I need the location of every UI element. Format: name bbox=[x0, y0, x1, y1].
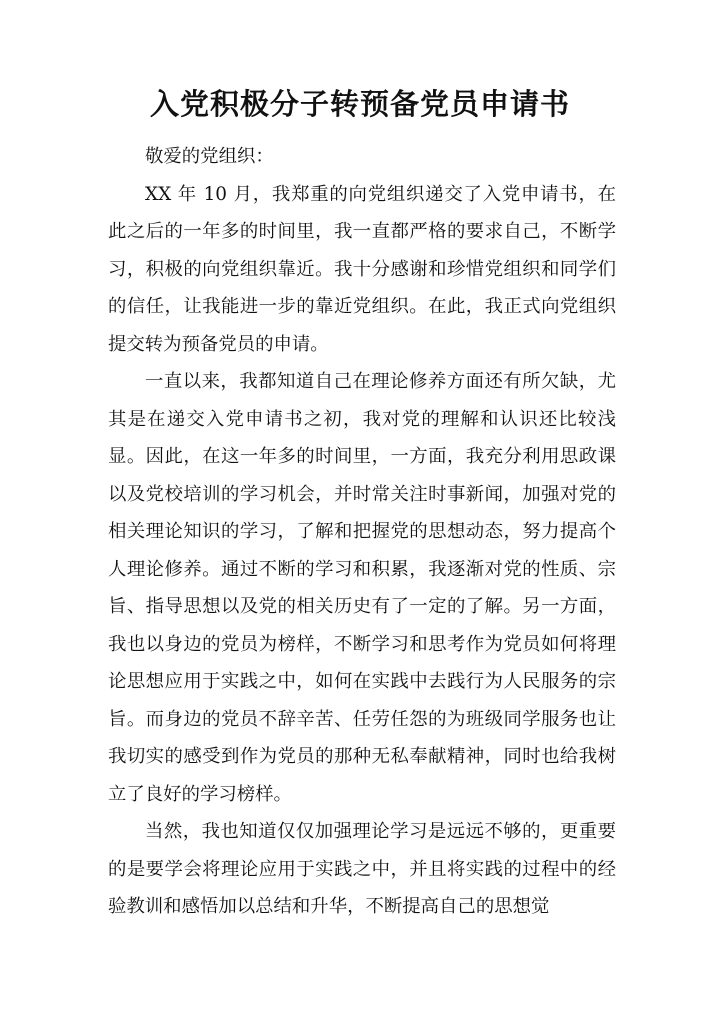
paragraph-1: XX 年 10 月，我郑重的向党组织递交了入党申请书，在此之后的一年多的时间里，我一直都严格的要求自己，不断学习，积极的向党组织靠近。我十分感谢和珍惜党组织和同学们的信任，让我能进一步的靠近党组织。在此，我正式向党组织提交转为预备党员的申请。 bbox=[108, 183, 616, 355]
paragraph-2: 一直以来，我都知道自己在理论修养方面还有所欠缺，尤其是在递交入党申请书之初，我对党的理解和认识还比较浅显。因此，在这一年多的时间里，一方面，我充分利用思政课以及党校培训的学习机会，并时常关注时事新闻，加强对党的相关理论知识的学习，了解和把握党的思想动态，努力提高个人理论修养。通过不断的学习和积累，我逐渐对党的性质、宗旨、指导思想以及党的相关历史有了一定的了解。另一方面，我也以身边的党员为榜样，不断学习和思考作为党员如何将理论思想应用于实践之中，如何在实践中去践行为人民服务的宗旨。而身边的党员不辞辛苦、任劳任怨的为班级同学服务也让我切实的感受到作为党员的那种无私奉献精神，同时也给我树立了良好的学习榜样。 bbox=[108, 371, 616, 805]
paragraph-3: 当然，我也知道仅仅加强理论学习是远远不够的，更重要的是要学会将理论应用于实践之中，并且将实践的过程中的经验教训和感悟加以总结和升华，不断提高自己的思想觉 bbox=[108, 821, 616, 917]
document-title: 入党积极分子转预备党员申请书 bbox=[149, 87, 570, 121]
salutation: 敬爱的党组织： bbox=[145, 146, 274, 167]
document-body bbox=[108, 138, 616, 926]
